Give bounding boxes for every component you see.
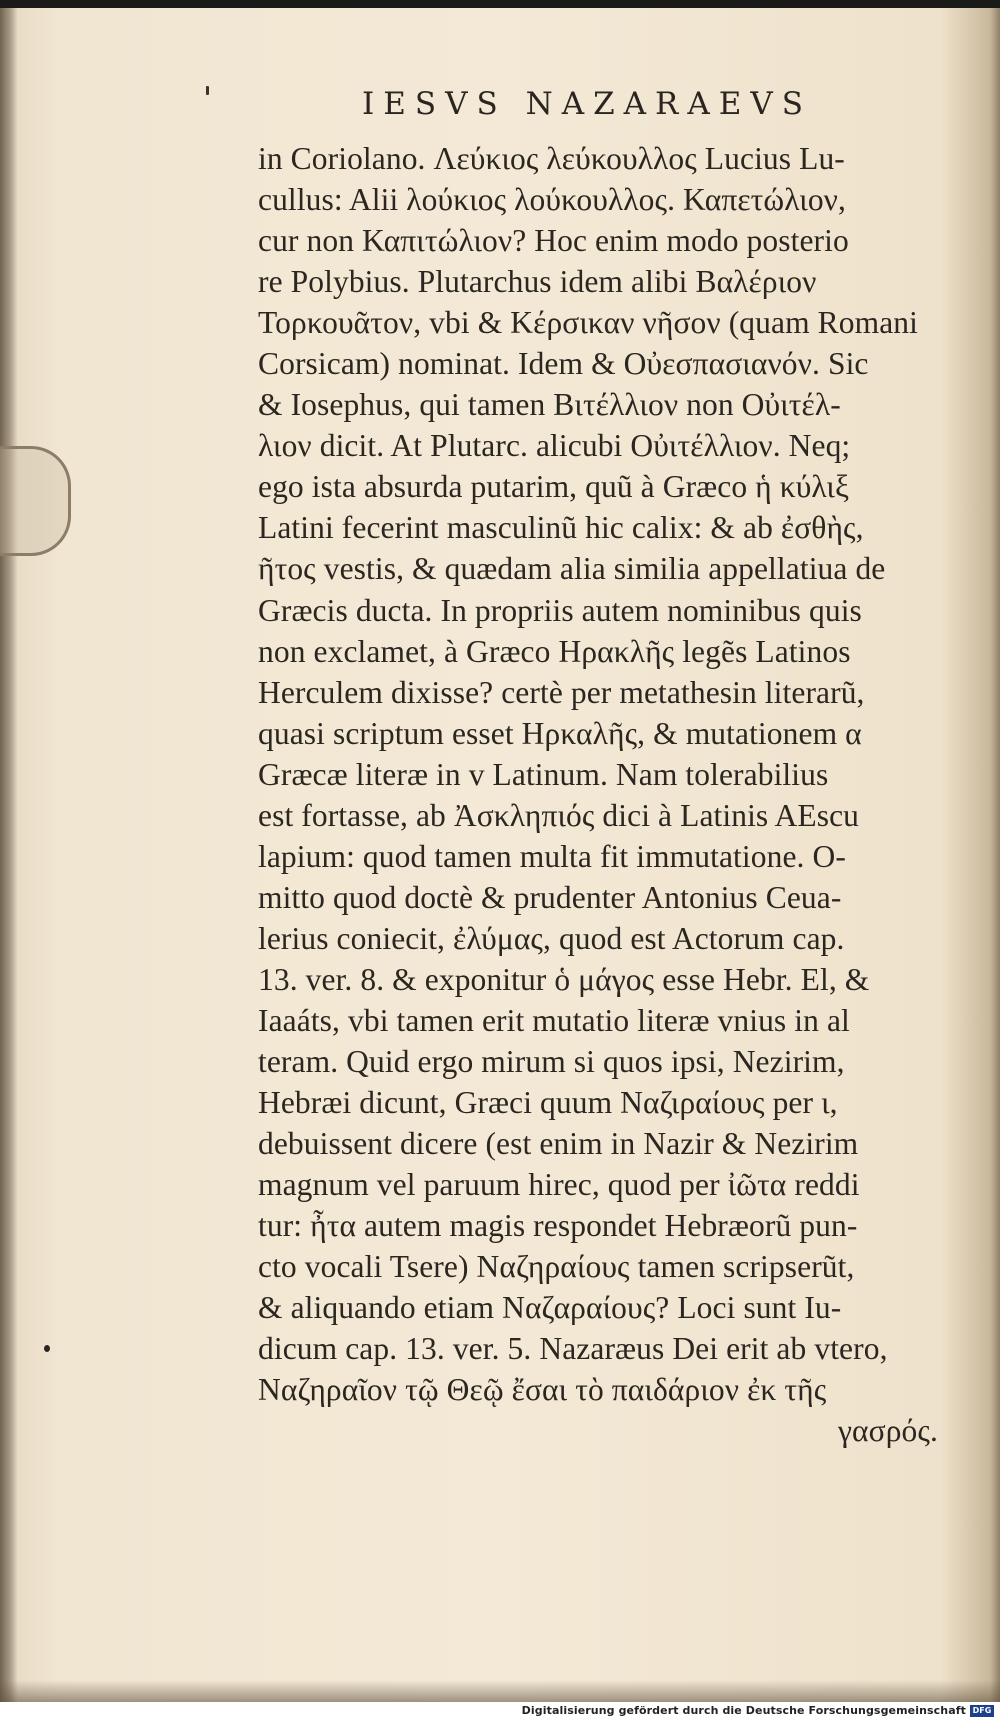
text-line: debuissent dicere (est enim in Nazir & Nezirim <box>258 1126 859 1162</box>
text-line: Herculem dixisse? certè per metathesin literarũ, <box>258 674 865 710</box>
dfg-logo: DFG <box>970 1705 994 1717</box>
text-line: γασρός. <box>838 1413 938 1449</box>
text-line: & aliquando etiam Ναζαραίους? Loci sunt Iu- <box>258 1290 842 1326</box>
text-line: re Polybius. Plutarchus idem alibi Βαλέριον <box>258 264 817 300</box>
dfg-credit: Digitalisierung gefördert durch die Deutsche Forschungsgemeinschaft <box>521 1704 966 1717</box>
text-line: cto vocali Tsere) Ναζηραίους tamen scripserũt, <box>258 1249 855 1285</box>
text-line: 13. ver. 8. & exponitur ὁ μάγος esse Hebr. El, & <box>258 961 870 997</box>
text-line: Ναζηραῖον τῷ Θεῷ ἔσαι τὸ παιδάριον ἐκ τῆς <box>258 1372 827 1408</box>
text-line: lerius coniecit, ἐλύμας, quod est Actorum cap. <box>258 920 845 956</box>
text-line: mitto quod doctè & prudenter Antonius Ceua- <box>258 879 842 915</box>
ink-dot <box>44 1345 50 1352</box>
book-gutter <box>0 8 18 1702</box>
text-line: Latini fecerint masculinũ hic calix: & ab ἐσθὴς, <box>258 510 864 546</box>
page-shadow <box>0 1680 1000 1702</box>
text-line: tur: ἦτα autem magis respondet Hebræorũ pun- <box>258 1208 858 1244</box>
text-line: ῆτος vestis, & quædam alia similia appellatiua de <box>258 551 886 587</box>
body-text <box>258 138 968 1452</box>
text-line: teram. Quid ergo mirum si quos ipsi, Nezirim, <box>258 1044 845 1080</box>
text-line: Græcis ducta. In propriis autem nominibus quis <box>258 592 862 628</box>
text-line: Corsicam) nominat. Idem & Οὐεσπασιανόν. Sic <box>258 346 869 382</box>
book-clasp <box>0 446 71 556</box>
text-line: & Iosephus, qui tamen Βιτέλλιον non Οὐιτέλ- <box>258 387 841 423</box>
text-line: dicum cap. 13. ver. 5. Nazaræus Dei erit ab vtero, <box>258 1331 888 1367</box>
text-line: Τορκουᾶτον, vbi & Κέρσικαν νῆσον (quam Romani <box>258 305 919 341</box>
text-line: cullus: Alii λούκιος λούκουλλος. Καπετώλιον, <box>258 182 846 218</box>
text-line: est fortasse, ab Ἀσκληπιός dici à Latinis AEscu <box>258 797 860 833</box>
text-line: non exclamet, à Græco Ηρακλῆς legẽs Latinos <box>258 633 851 669</box>
text-line: lapium: quod tamen multa fit immutatione. O- <box>258 838 846 874</box>
text-line: ego ista absurda putarim, quũ à Græco ἡ κύλιξ <box>258 469 850 505</box>
text-line: Hebræi dicunt, Græci quum Ναζιραίους per ι, <box>258 1085 838 1121</box>
text-line: λιον dicit. At Plutarc. alicubi Οὐιτέλλιον. Neq; <box>258 428 851 464</box>
text-line: Iaaáts, vbi tamen erit mutatio literæ vnius in al <box>258 1002 850 1038</box>
text-line: quasi scriptum esset Ηρκαλῆς, & mutationem α <box>258 715 862 751</box>
text-line: in Coriolano. Λεύκιος λεύκουλλος Lucius Lu- <box>258 141 845 176</box>
ink-mark <box>206 86 209 95</box>
text-line: Græcæ literæ in v Latinum. Nam tolerabilius <box>258 756 829 792</box>
text-line: magnum vel paruum hirec, quod per ἰῶτα reddi <box>258 1167 860 1203</box>
running-head: IESVS NAZARAEVS <box>362 86 813 122</box>
text-line: cur non Καπιτώλιον? Hoc enim modo posterio <box>258 223 849 259</box>
